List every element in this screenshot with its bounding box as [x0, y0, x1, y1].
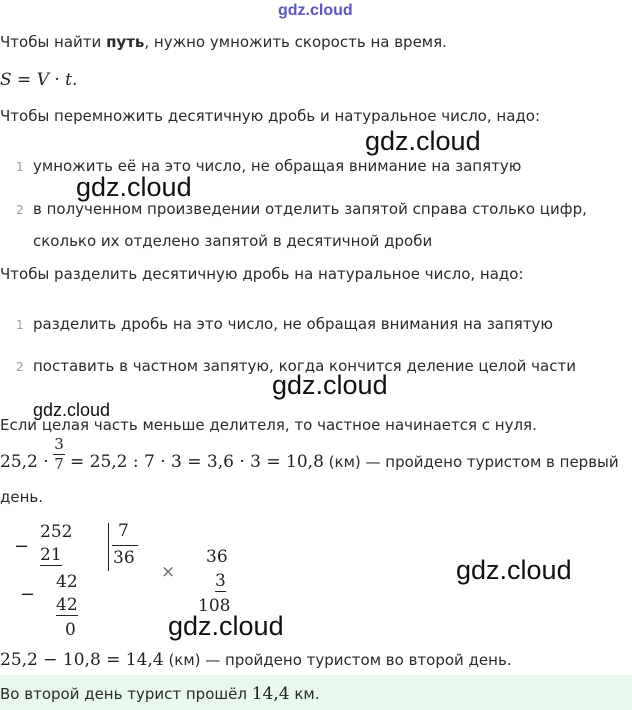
divide-step-1-text: разделить дробь на это число, не обращая внимания на запятую: [33, 315, 554, 333]
division-remainder-1: 42: [56, 572, 78, 592]
day1-lhs: 25,2 ·: [0, 452, 49, 472]
day2-formula: 25,2 − 10,8 = 14,4: [0, 650, 164, 670]
divide-note: Если целая часть меньше делителя, то частное начинается с нуля.: [0, 416, 537, 434]
day1-text: (км) — пройдено туристом в первый: [323, 453, 619, 471]
division-horizontal-line: [112, 545, 138, 546]
day1-fraction-den: 7: [54, 455, 64, 473]
division-dividend: 252: [40, 522, 73, 542]
watermark: gdz.cloud: [33, 400, 111, 420]
multiply-heading: Чтобы перемножить десятичную дробь и натуральное число, надо:: [0, 107, 540, 125]
division-subtrahend-1: 21: [40, 545, 62, 565]
multiply-step-1-number: 1: [16, 160, 24, 174]
multiply-step-1-text: умножить её на это число, не обращая внимание на запятую: [33, 157, 522, 175]
multiply-step-2-number: 2: [16, 203, 24, 217]
day1-rhs: = 25,2 : 7 · 3 = 3,6 · 3 = 10,8: [70, 452, 324, 472]
divide-step-1-number: 1: [16, 318, 24, 332]
watermark: gdz.cloud: [168, 611, 284, 641]
intro-pre: Чтобы найти: [0, 33, 107, 51]
top-watermark: gdz.cloud: [278, 2, 353, 19]
intro-text: [0, 33, 447, 51]
multiplication-factor-1: 36: [206, 547, 228, 567]
answer-value: 14,4: [251, 684, 290, 704]
answer-pre: Во второй день турист прошёл: [0, 685, 252, 703]
division-quotient: 36: [113, 548, 135, 568]
division-divisor: 7: [118, 521, 129, 541]
divide-heading: Чтобы разделить десятичную дробь на натуральное число, надо:: [0, 265, 524, 283]
day1-fraction: [53, 436, 65, 473]
division-vertical-line: [108, 523, 109, 571]
answer-post: км.: [289, 685, 320, 703]
day2-line: [0, 650, 512, 670]
multiplication-sign: ×: [161, 562, 176, 582]
divide-step-2-text: поставить в частном запятую, когда кончится деление целой части: [33, 357, 576, 375]
day1-fraction-num: 3: [54, 435, 64, 453]
watermark: gdz.cloud: [456, 555, 572, 585]
divide-step-2-number: 2: [16, 360, 24, 374]
day2-text: (км) — пройдено туристом во второй день.: [163, 651, 512, 669]
intro-bold: путь: [106, 33, 145, 51]
day1-text-cont: день.: [0, 488, 44, 506]
watermark: gdz.cloud: [272, 370, 388, 400]
division-minus-1: −: [14, 536, 30, 557]
multiplication-factor-2: 3: [215, 571, 226, 591]
multiplication-result: 108: [198, 596, 231, 616]
multiply-step-2-text: в полученном произведении отделить запятой справа столько цифр,: [33, 200, 587, 218]
answer-line: [0, 684, 319, 704]
day1-rhs-line: [70, 452, 619, 472]
division-minus-2: −: [20, 584, 36, 605]
path-formula: S = V · t.: [0, 70, 78, 90]
watermark: gdz.cloud: [76, 172, 192, 202]
watermark: gdz.cloud: [365, 126, 481, 156]
intro-post: , нужно умножить скорость на время.: [144, 33, 447, 51]
division-remainder-2: 0: [65, 620, 76, 640]
multiply-step-2-text-cont: сколько их отделено запятой в десятичной дроби: [33, 232, 433, 250]
division-subtrahend-2: 42: [56, 595, 78, 615]
